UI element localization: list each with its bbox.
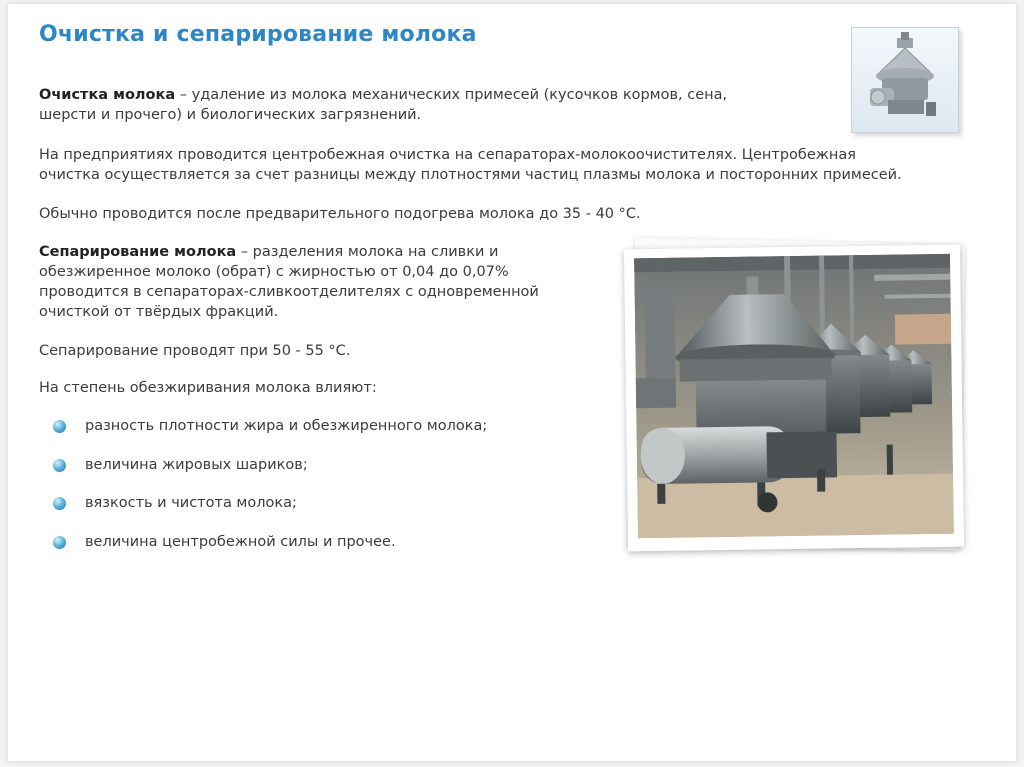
dash: –	[175, 87, 192, 103]
blue-sphere-bullet-icon	[53, 536, 66, 549]
factors-list	[53, 416, 487, 570]
list-item	[53, 455, 487, 494]
separation-line4: очисткой от твёрдых фракций.	[39, 304, 279, 320]
paragraph-factors-intro: На степень обезжиривания молока влияют:	[39, 380, 377, 396]
paragraph-separation-temp: Сепарирование проводят при 50 - 55 °С.	[39, 343, 351, 359]
cleaning-def-line1: удаление из молока механических примесей (кусочков кормов, сена,	[191, 87, 728, 103]
separation-line2: обезжиренное молоко (обрат) с жирностью от 0,04 до 0,07%	[39, 264, 509, 280]
blue-sphere-bullet-icon	[53, 420, 66, 433]
list-item-text: величина жировых шариков;	[85, 456, 308, 473]
separator-drawing	[852, 28, 958, 132]
separators-factory-photo	[634, 254, 954, 538]
blue-sphere-bullet-icon	[53, 459, 66, 472]
milk-separator-icon	[851, 27, 959, 133]
slide-title: Очистка и сепарирование молока	[39, 22, 477, 47]
list-item-text: величина центробежной силы и прочее.	[85, 533, 396, 550]
paragraph-preheat: Обычно проводится после предварительного подогрева молока до 35 - 40 °С.	[39, 206, 641, 222]
list-item-text: разность плотности жира и обезжиренного молока;	[85, 418, 488, 434]
paragraph-cleaning	[39, 85, 727, 125]
paragraph-separation	[39, 242, 539, 322]
term-separation: Сепарирование молока	[39, 244, 237, 260]
list-item	[53, 493, 487, 532]
centrifugal-line1: На предприятиях проводится центробежная очистка на сепараторах-молокоочистителях. Центробежная	[39, 147, 856, 163]
centrifugal-line2: очистка осуществляется за счет разницы между плотностями частиц плазмы молока и посторонних примесей.	[39, 167, 902, 183]
list-item	[53, 532, 487, 571]
blue-sphere-bullet-icon	[53, 497, 66, 510]
dash: –	[236, 244, 253, 260]
cleaning-def-line2: шерсти и прочего) и биологических загрязнений.	[39, 107, 422, 123]
separation-line3: проводится в сепараторах-сливкоотделителях с одновременной	[39, 284, 539, 300]
list-item	[53, 416, 487, 455]
list-item-text: вязкость и чистота молока;	[85, 495, 297, 511]
separation-line1: разделения молока на сливки и	[252, 244, 499, 260]
photo-frame	[624, 245, 964, 552]
paragraph-centrifugal	[39, 145, 902, 185]
term-cleaning: Очистка молока	[39, 87, 176, 103]
